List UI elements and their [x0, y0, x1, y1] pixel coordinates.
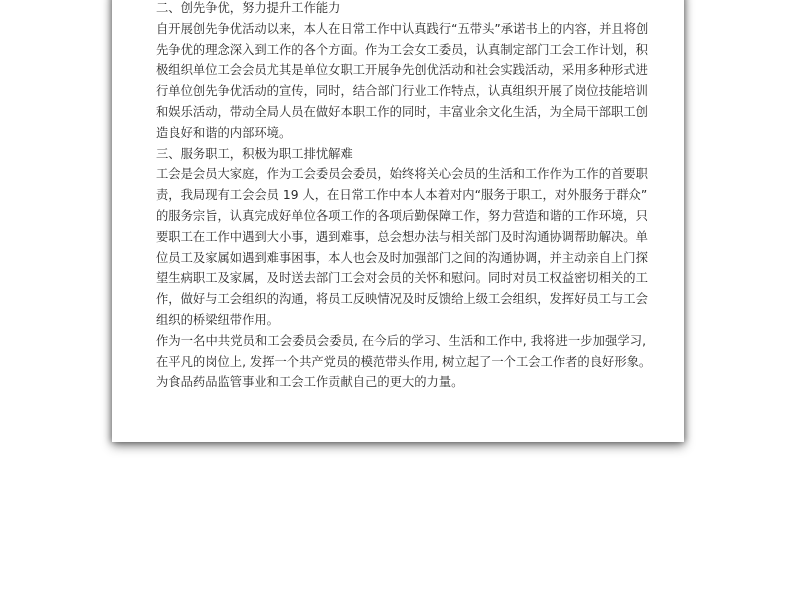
text-line: 望生病职工及家属，及时送去部门工会对会员的关怀和慰问。同时对员工权益密切相关的工: [156, 271, 648, 286]
text-line: 责，我局现有工会会员 19 人，在日常工作中本人本着对内“服务于职工，对外服务于群众”: [156, 188, 648, 203]
text-line: 和娱乐活动，带动全局人员在做好本职工作的同时，丰富业余文化生活，为全局干部职工创: [156, 104, 648, 119]
text-line: 要职工在工作中遇到大小事，遇到难事，总会想办法与相关部门及时沟通协调帮助解决。单: [156, 229, 648, 244]
text-line: 造良好和谐的内部环境。: [156, 125, 292, 140]
text-line: 二、创先争优，努力提升工作能力: [156, 1, 341, 15]
text-line: 为食品药品监管事业和工会工作贡献自己的更大的力量。: [156, 375, 464, 390]
text-line: 位员工及家属如遇到难事困事，本人也会及时加强部门之间的沟通协调，并主动亲自上门探: [156, 250, 648, 265]
document-page: [112, 0, 684, 442]
document-body: [156, 0, 652, 393]
text-line: 的服务宗旨，认真完成好单位各项工作的各项后勤保障工作，努力营造和谐的工作环境，只: [156, 208, 648, 223]
text-line: 三、服务职工，积极为职工排忧解难: [156, 146, 353, 161]
text-line: 组织的桥梁纽带作用。: [156, 312, 279, 327]
text-line: 工会是会员大家庭，作为工会委员会委员，始终将关心会员的生活和工作作为工作的首要职: [156, 167, 648, 182]
text-line: 自开展创先争优活动以来，本人在日常工作中认真践行“五带头”承诺书上的内容，并且将创: [156, 21, 649, 36]
text-line: 行单位创先争优活动的宣传，同时，结合部门行业工作特点，认真组织开展了岗位技能培训: [156, 84, 648, 99]
text-line: 在平凡的岗位上, 发挥一个共产党员的模范带头作用, 树立起了一个工会工作者的良好形象。: [156, 354, 652, 369]
text-line: 先争优的理念深入到工作的各个方面。作为工会女工委员，认真制定部门工会工作计划，积: [156, 42, 648, 57]
text-line: 作为一名中共党员和工会委员会委员, 在今后的学习、生活和工作中, 我将进一步加强学习,: [156, 333, 646, 348]
text-line: 作，做好与工会组织的沟通，将员工反映情况及时反馈给上级工会组织，发挥好员工与工会: [156, 292, 648, 307]
text-line: 极组织单位工会会员尤其是单位女职工开展争先创优活动和社会实践活动，采用多种形式进: [156, 63, 648, 78]
